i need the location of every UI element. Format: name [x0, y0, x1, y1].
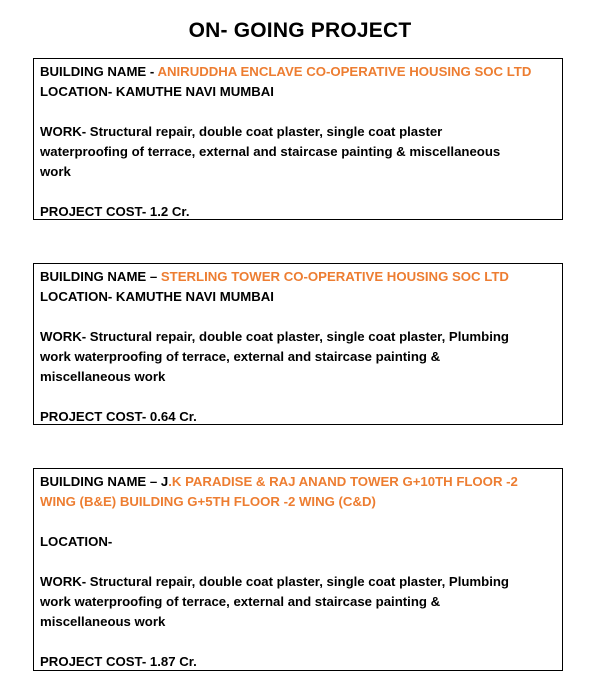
location-line: LOCATION- KAMUTHE NAVI MUMBAI	[40, 289, 274, 304]
work-line: miscellaneous work	[40, 614, 166, 629]
work-line: work	[40, 164, 71, 179]
building-name-label: BUILDING NAME – J	[40, 474, 169, 489]
building-name-line	[40, 472, 556, 492]
project-cost: PROJECT COST- 0.64 Cr.	[40, 409, 197, 424]
project-cost: PROJECT COST- 1.87 Cr.	[40, 654, 197, 669]
work-line: WORK- Structural repair, double coat plaster, single coat plaster	[40, 124, 443, 139]
work-line: waterproofing of terrace, external and staircase painting & miscellaneous	[40, 144, 501, 159]
page-title: ON- GOING PROJECT	[188, 19, 412, 42]
work-line: miscellaneous work	[40, 369, 166, 384]
project-card	[33, 58, 563, 220]
project-cost: PROJECT COST- 1.2 Cr.	[40, 204, 190, 219]
project-card	[33, 468, 563, 671]
building-name-label: BUILDING NAME -	[40, 64, 158, 79]
building-name-value: .K PARADISE & RAJ ANAND TOWER G+10TH FLOOR -2	[168, 474, 518, 489]
building-name-value: ANIRUDDHA ENCLAVE CO-OPERATIVE HOUSING SOC LTD	[157, 64, 532, 79]
project-card	[33, 263, 563, 425]
location-line: LOCATION- KAMUTHE NAVI MUMBAI	[40, 84, 274, 99]
building-name-line	[40, 267, 556, 287]
work-line: WORK- Structural repair, double coat plaster, single coat plaster, Plumbing	[40, 329, 509, 344]
work-line: work waterproofing of terrace, external and staircase painting &	[40, 349, 441, 364]
location-line: LOCATION-	[40, 534, 113, 549]
building-name-value-cont: WING (B&E) BUILDING G+5TH FLOOR -2 WING (C&D)	[40, 494, 376, 509]
work-line: work waterproofing of terrace, external and staircase painting &	[40, 594, 441, 609]
work-line: WORK- Structural repair, double coat plaster, single coat plaster, Plumbing	[40, 574, 509, 589]
building-name-value: STERLING TOWER CO-OPERATIVE HOUSING SOC LTD	[160, 269, 509, 284]
building-name-line	[40, 62, 556, 82]
building-name-label: BUILDING NAME –	[40, 269, 161, 284]
